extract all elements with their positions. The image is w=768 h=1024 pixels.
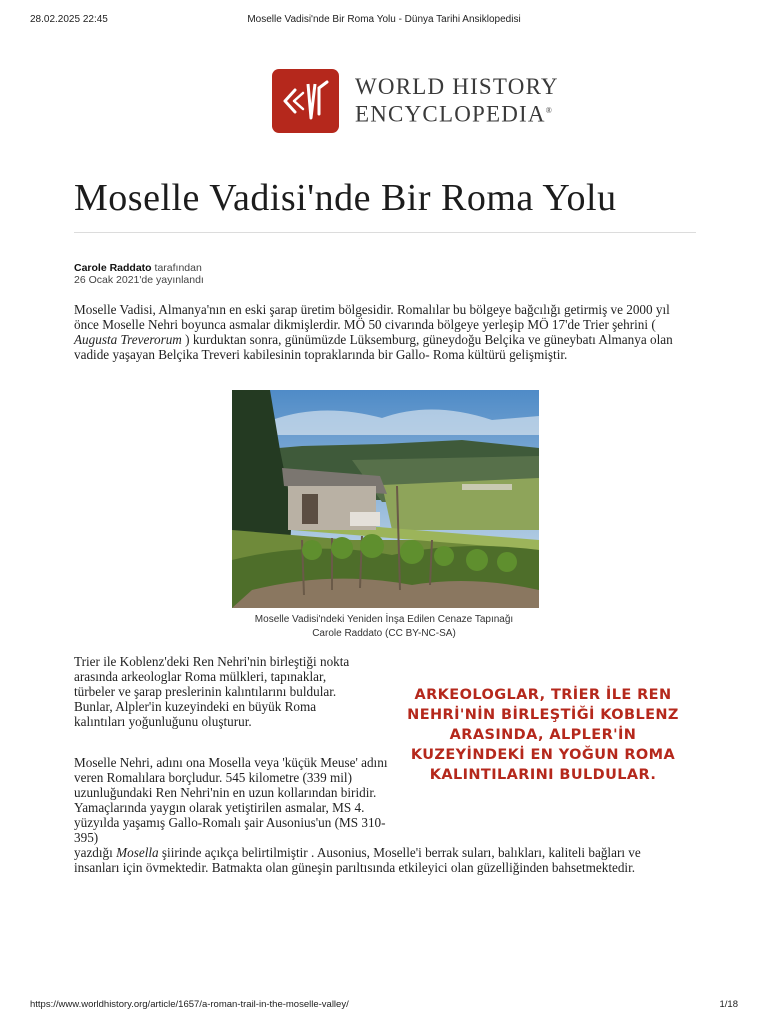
page-number: 1/18: [719, 999, 738, 1010]
print-page-title: Moselle Vadisi'nde Bir Roma Yolu - Dünya Tarihi Ansiklopedisi: [247, 14, 521, 25]
paragraph-archaeology: Trier ile Koblenz'deki Ren Nehri'nin birleştiği nokta arasında arkeologlar Roma mülkleri, tapınaklar, türbeler ve şarap preslerinin kalıntılarını buldular. Bunlar, Alpler'in kuzeyindeki en büyük Roma kalıntıları yoğunluğunu oluşturur.: [74, 654, 350, 729]
article-title: Moselle Vadisi'nde Bir Roma Yolu: [74, 177, 617, 219]
author-link[interactable]: Carole Raddato: [74, 262, 152, 274]
registered-mark: ®: [545, 106, 554, 116]
paragraph-intro: Moselle Vadisi, Almanya'nın en eski şarap üretim bölgesidir. Romalılar bu bölgeye bağcılığı getirmiş ve 2000 yıl önce Moselle Nehri boyunca asmalar dikmişlerdir. MÖ 50 civarında bölgeye yerleşip MÖ 17'de Trier şehrini ( Augusta Treverorum ) kurduktan sonra, günümüzde Lüksemburg, güneydoğu Belçika ve güneybatı Almanya olan vadide yaşayan Belçika Treveri kabilesinin topraklarında bir Gallo- Roma kültürü gelişmiştir.: [74, 302, 673, 362]
article-image[interactable]: [232, 390, 539, 608]
print-date: 28.02.2025 22:45: [30, 14, 108, 25]
print-url: https://www.worldhistory.org/article/1657/a-roman-trail-in-the-moselle-valley/: [30, 999, 349, 1010]
paragraph-ausonius: yazdığı Mosella şiirinde açıkça belirtilmiştir . Ausonius, Moselle'i berrak suları, balıkları, kaliteli bağları ve insanları için övmektedir. Batmakta olan güneşin parıltısında etkileyici olan güzelliğinden bahsetmektedir.: [74, 845, 641, 875]
logo-line-2: ENCYCLOPEDIA: [355, 101, 546, 127]
latin-name: Augusta Treverorum: [74, 332, 182, 347]
pull-quote: ARKEOLOGLAR, TRİER İLE REN NEHRİ'NİN BİRLEŞTİĞİ KOBLENZ ARASINDA, ALPLER'İN KUZEYİNDEKİ EN YOĞUN ROMA KALINTILARINI BULDULAR.: [407, 687, 679, 783]
logo-icon: [272, 69, 339, 133]
title-divider: [74, 232, 696, 233]
publish-date: 26 Ocak 2021'de yayınlandı: [74, 274, 204, 286]
paragraph-moselle-river: Moselle Nehri, adını ona Mosella veya 'küçük Meuse' adını veren Romalılara borçludur. 545 kilometre (339 mil) uzunluğundaki Ren Nehri'nin en uzun kollarından biridir. Yamaçlarında yaygın olarak yetiştirilen asmalar, MS 4. yüzyılda yaşamış Gallo-Romalı şair Ausonius'un (MS 310-395): [74, 755, 388, 845]
byline: [74, 262, 204, 286]
image-credit[interactable]: Carole Raddato (CC BY-NC-SA): [312, 628, 456, 639]
author-suffix: tarafından: [154, 262, 202, 274]
image-caption: Moselle Vadisi'ndeki Yeniden İnşa Edilen Cenaze Tapınağı: [254, 614, 514, 625]
site-logo[interactable]: [272, 69, 559, 133]
logo-line-1: WORLD HISTORY: [355, 74, 559, 100]
poem-title[interactable]: Mosella: [116, 845, 159, 860]
